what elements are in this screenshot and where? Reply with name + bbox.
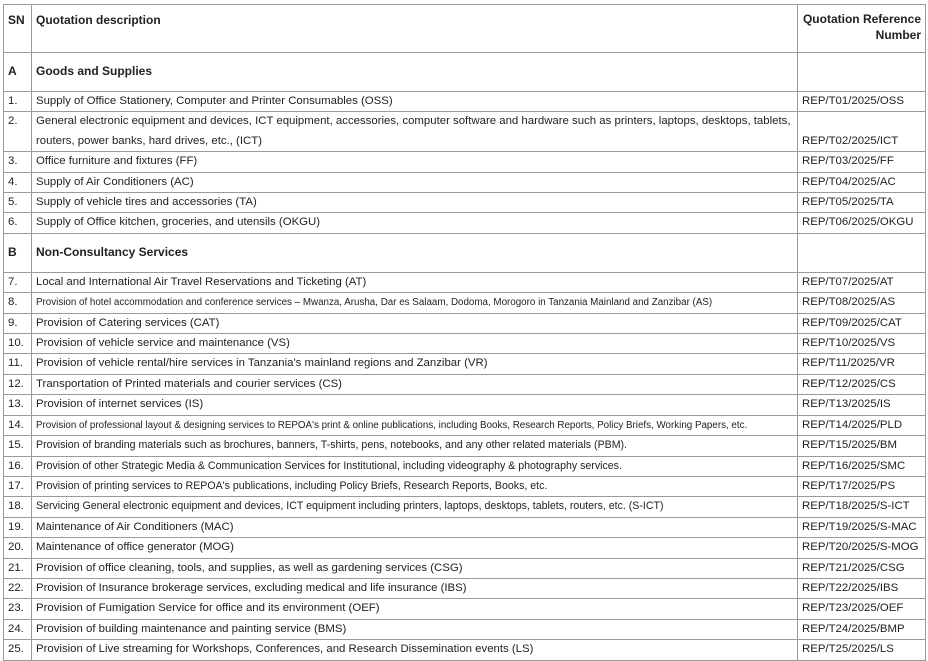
- row-sn: 8.: [4, 293, 32, 313]
- section-title: Goods and Supplies: [32, 53, 798, 92]
- row-sn: 23.: [4, 599, 32, 619]
- table-row: [4, 415, 926, 435]
- row-reference: REP/T19/2025/S-MAC: [798, 517, 926, 537]
- row-sn: 17.: [4, 476, 32, 496]
- section-title: Non-Consultancy Services: [32, 233, 798, 272]
- row-reference: REP/T21/2025/CSG: [798, 558, 926, 578]
- row-sn: 7.: [4, 272, 32, 292]
- row-description: Provision of printing services to REPOA's publications, including Policy Briefs, Research Reports, Books, etc.: [32, 476, 798, 496]
- row-sn: 13.: [4, 395, 32, 415]
- table-row: [4, 619, 926, 639]
- table-row: [4, 334, 926, 354]
- table-row: [4, 436, 926, 456]
- section-row: [4, 53, 926, 92]
- section-row: [4, 233, 926, 272]
- table-row: [4, 558, 926, 578]
- table-row: [4, 517, 926, 537]
- table-header-row: [4, 5, 926, 53]
- row-sn: 5.: [4, 193, 32, 213]
- row-description: Transportation of Printed materials and courier services (CS): [32, 374, 798, 394]
- row-sn: 1.: [4, 92, 32, 112]
- table-row: [4, 456, 926, 476]
- table-row: [4, 374, 926, 394]
- section-code: A: [4, 53, 32, 92]
- row-reference: REP/T10/2025/VS: [798, 334, 926, 354]
- row-reference: REP/T24/2025/BMP: [798, 619, 926, 639]
- row-description: Provision of building maintenance and painting service (BMS): [32, 619, 798, 639]
- row-sn: 10.: [4, 334, 32, 354]
- row-description: Provision of vehicle service and maintenance (VS): [32, 334, 798, 354]
- row-description: Local and International Air Travel Reservations and Ticketing (AT): [32, 272, 798, 292]
- row-sn: 16.: [4, 456, 32, 476]
- row-reference: REP/T05/2025/TA: [798, 193, 926, 213]
- row-reference: REP/T01/2025/OSS: [798, 92, 926, 112]
- row-description: Provision of office cleaning, tools, and supplies, as well as gardening services (CSG): [32, 558, 798, 578]
- row-description: Office furniture and fixtures (FF): [32, 152, 798, 172]
- row-reference: REP/T18/2025/S-ICT: [798, 497, 926, 517]
- table-row: [4, 538, 926, 558]
- row-sn: 20.: [4, 538, 32, 558]
- row-reference: REP/T20/2025/S-MOG: [798, 538, 926, 558]
- row-reference: REP/T02/2025/ICT: [798, 112, 926, 152]
- row-sn: 12.: [4, 374, 32, 394]
- row-sn: 15.: [4, 436, 32, 456]
- row-reference: REP/T14/2025/PLD: [798, 415, 926, 435]
- table-row: [4, 476, 926, 496]
- row-reference: REP/T12/2025/CS: [798, 374, 926, 394]
- table-row: [4, 599, 926, 619]
- section-empty-cell: [798, 53, 926, 92]
- table-row: [4, 313, 926, 333]
- row-description: Provision of Insurance brokerage services, excluding medical and life insurance (IBS): [32, 578, 798, 598]
- header-sn: SN: [4, 5, 32, 53]
- table-row: [4, 497, 926, 517]
- row-description: Supply of vehicle tires and accessories (TA): [32, 193, 798, 213]
- row-description: Provision of professional layout & designing services to REPOA's print & online publications, including Books, Research Reports, Policy Briefs, Working Papers, etc.: [32, 415, 798, 435]
- row-sn: 21.: [4, 558, 32, 578]
- row-description: Provision of other Strategic Media & Communication Services for Institutional, including videography & photography services.: [32, 456, 798, 476]
- row-sn: 9.: [4, 313, 32, 333]
- table-row: [4, 395, 926, 415]
- table-row: [4, 640, 926, 660]
- row-description: Provision of vehicle rental/hire services in Tanzania's mainland regions and Zanzibar (VR): [32, 354, 798, 374]
- section-empty-cell: [798, 233, 926, 272]
- row-description: Provision of Catering services (CAT): [32, 313, 798, 333]
- row-description: Supply of Air Conditioners (AC): [32, 172, 798, 192]
- section-code: B: [4, 233, 32, 272]
- table-row: [4, 152, 926, 172]
- table-row: [4, 354, 926, 374]
- table-row: [4, 293, 926, 313]
- row-reference: REP/T07/2025/AT: [798, 272, 926, 292]
- table-row: [4, 213, 926, 233]
- row-reference: REP/T17/2025/PS: [798, 476, 926, 496]
- row-sn: 14.: [4, 415, 32, 435]
- row-sn: 6.: [4, 213, 32, 233]
- row-reference: REP/T23/2025/OEF: [798, 599, 926, 619]
- row-reference: REP/T16/2025/SMC: [798, 456, 926, 476]
- row-sn: 18.: [4, 497, 32, 517]
- row-reference: REP/T11/2025/VR: [798, 354, 926, 374]
- table-row: [4, 92, 926, 112]
- row-description: Maintenance of Air Conditioners (MAC): [32, 517, 798, 537]
- row-reference: REP/T08/2025/AS: [798, 293, 926, 313]
- row-reference: REP/T22/2025/IBS: [798, 578, 926, 598]
- row-sn: 11.: [4, 354, 32, 374]
- row-reference: REP/T25/2025/LS: [798, 640, 926, 660]
- row-description: Supply of Office Stationery, Computer and Printer Consumables (OSS): [32, 92, 798, 112]
- row-description: Provision of hotel accommodation and conference services – Mwanza, Arusha, Dar es Salaam, Dodoma, Morogoro in Tanzania Mainland and Zanzibar (AS): [32, 293, 798, 313]
- row-sn: 4.: [4, 172, 32, 192]
- row-description: Provision of internet services (IS): [32, 395, 798, 415]
- table-body: [4, 53, 926, 661]
- table-row: [4, 193, 926, 213]
- quotation-table: [3, 4, 926, 661]
- table-row: [4, 112, 926, 152]
- row-reference: REP/T15/2025/BM: [798, 436, 926, 456]
- row-reference: REP/T04/2025/AC: [798, 172, 926, 192]
- row-description: Supply of Office kitchen, groceries, and utensils (OKGU): [32, 213, 798, 233]
- row-reference: REP/T03/2025/FF: [798, 152, 926, 172]
- row-description: General electronic equipment and devices, ICT equipment, accessories, computer software and hardware such as printers, laptops, desktops, tablets, routers, power banks, hard drives, etc., (ICT): [32, 112, 798, 152]
- row-description: Provision of branding materials such as brochures, banners, T-shirts, pens, notebooks, and any other related materials (PBM).: [32, 436, 798, 456]
- table-row: [4, 172, 926, 192]
- header-description: Quotation description: [32, 5, 798, 53]
- row-reference: REP/T09/2025/CAT: [798, 313, 926, 333]
- table-row: [4, 272, 926, 292]
- row-sn: 3.: [4, 152, 32, 172]
- row-description: Maintenance of office generator (MOG): [32, 538, 798, 558]
- row-sn: 24.: [4, 619, 32, 639]
- table-row: [4, 578, 926, 598]
- row-sn: 2.: [4, 112, 32, 152]
- row-description: Servicing General electronic equipment and devices, ICT equipment including printers, laptops, desktops, tablets, routers, etc. (S-ICT): [32, 497, 798, 517]
- row-reference: REP/T06/2025/OKGU: [798, 213, 926, 233]
- header-reference: Quotation Reference Number: [798, 5, 926, 53]
- row-reference: REP/T13/2025/IS: [798, 395, 926, 415]
- row-sn: 25.: [4, 640, 32, 660]
- row-description: Provision of Fumigation Service for office and its environment (OEF): [32, 599, 798, 619]
- row-sn: 19.: [4, 517, 32, 537]
- row-sn: 22.: [4, 578, 32, 598]
- row-description: Provision of Live streaming for Workshops, Conferences, and Research Dissemination events (LS): [32, 640, 798, 660]
